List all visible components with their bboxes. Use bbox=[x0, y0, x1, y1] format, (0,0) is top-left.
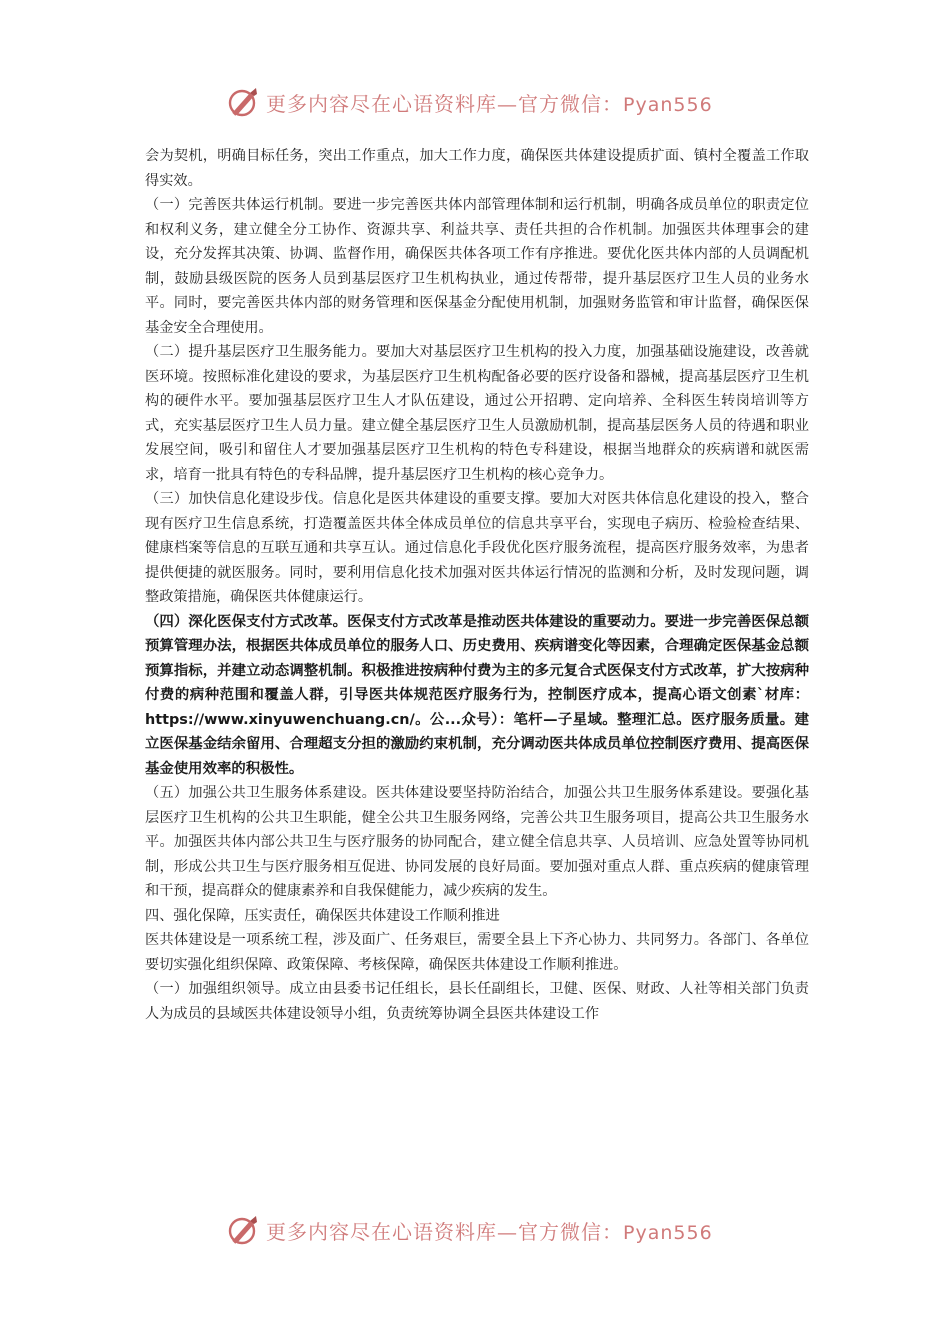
pen-logo-icon bbox=[226, 85, 260, 119]
section-heading: 四、强化保障，压实责任，确保医共体建设工作顺利推进 bbox=[145, 907, 500, 924]
paragraph: （一）完善医共体运行机制。要进一步完善医共体内部管理体制和运行机制，明确各成员单位的职责定位和权利义务，建立健全分工协作、资源共享、利益共享、责任共担的合作机制。加强医共体理事会的建设，充分发挥其决策、协调、监督作用，确保医共体各项工作有序推进。要优化医共体内部的人员调配机制，鼓励县级医院的医务人员到基层医疗卫生机构执业，通过传帮带，提升基层医疗卫生人员的业务水平。同时，要完善医共体内部的财务管理和医保基金分配使用机制，加强财务监管和审计监督，确保医保基金安全合理使用。 bbox=[145, 197, 809, 336]
paragraph: （五）加强公共卫生服务体系建设。医共体建设要坚持防治结合，加强公共卫生服务体系建设。要强化基层医疗卫生机构的公共卫生职能，健全公共卫生服务网络，完善公共卫生服务项目，提高公共卫生服务水平。加强医共体内部公共卫生与医疗服务的协同配合，建立健全信息共享、人员培训、应急处置等协同机制，形成公共卫生与医疗服务相互促进、协同发展的良好局面。要加强对重点人群、重点疾病的健康管理和干预，提高群众的健康素养和自我保健能力，减少疾病的发生。 bbox=[145, 785, 809, 899]
banner-text: 更多内容尽在心语资料库—官方微信：Pyan556 bbox=[266, 1219, 713, 1244]
paragraph: （三）加快信息化建设步伐。信息化是医共体建设的重要支撑。要加大对医共体信息化建设的投入，整合现有医疗卫生信息系统，打造覆盖医共体全体成员单位的信息共享平台，实现电子病历、检验检查结果、健康档案等信息的互联互通和共享互认。通过信息化手段优化医疗服务流程，提高医疗服务效率，为患者提供便捷的就医服务。同时，要利用信息化技术加强对医共体运行情况的监测和分析，及时发现问题，调整政策措施，确保医共体健康运行。 bbox=[145, 491, 809, 605]
wechat-id: Pyan556 bbox=[623, 93, 713, 116]
footer-banner[interactable] bbox=[226, 1210, 746, 1250]
banner-text: 更多内容尽在心语资料库—官方微信：Pyan556 bbox=[266, 91, 713, 116]
paragraph: 医共体建设是一项系统工程，涉及面广、任务艰巨，需要全县上下齐心协力、共同努力。各部门、各单位要切实强化组织保障、政策保障、考核保障，确保医共体建设工作顺利推进。 bbox=[145, 932, 809, 973]
paragraph-bold: （四）深化医保支付方式改革。医保支付方式改革是推动医共体建设的重要动力。要进一步完善医保总额预算管理办法，根据医共体成员单位的服务人口、历史费用、疾病谱变化等因素，合理确定医保基金总额预算指标，并建立动态调整机制。积极推进按病种付费为主的多元复合式医保支付方式改革，扩大按病种付费的病种范围和覆盖人群，引导医共体规范医疗服务行为，控制医疗成本，提高心语文创素`材库：https://www.xinyuwenchuang.cn/。公...众号）：笔杆—子星域。整理汇总。医疗服务质量。建立医保基金结余留用、合理超支分担的激励约束机制，充分调动医共体成员单位控制医疗费用、提高医保基金使用效率的积极性。 bbox=[145, 613, 809, 777]
body-text bbox=[145, 144, 809, 1026]
pen-logo-icon bbox=[226, 1213, 260, 1247]
header-banner[interactable] bbox=[226, 82, 746, 122]
paragraph: （二）提升基层医疗卫生服务能力。要加大对基层医疗卫生机构的投入力度，加强基础设施建设，改善就医环境。按照标准化建设的要求，为基层医疗卫生机构配备必要的医疗设备和器械，提高基层医疗卫生机构的硬件水平。要加强基层医疗卫生人才队伍建设，通过公开招聘、定向培养、全科医生转岗培训等方式，充实基层医疗卫生人员力量。建立健全基层医疗卫生人员激励机制，提高基层医务人员的待遇和职业发展空间，吸引和留住人才要加强基层医疗卫生机构的特色专科建设，根据当地群众的疾病谱和就医需求，培育一批具有特色的专科品牌，提升基层医疗卫生机构的核心竞争力。 bbox=[145, 344, 809, 483]
paragraph: 会为契机，明确目标任务，突出工作重点，加大工作力度，确保医共体建设提质扩面、镇村全覆盖工作取得实效。 bbox=[145, 148, 809, 189]
paragraph: （一）加强组织领导。成立由县委书记任组长，县长任副组长，卫健、医保、财政、人社等相关部门负责人为成员的县域医共体建设领导小组，负责统筹协调全县医共体建设工作 bbox=[145, 981, 809, 1022]
wechat-id: Pyan556 bbox=[623, 1221, 713, 1244]
